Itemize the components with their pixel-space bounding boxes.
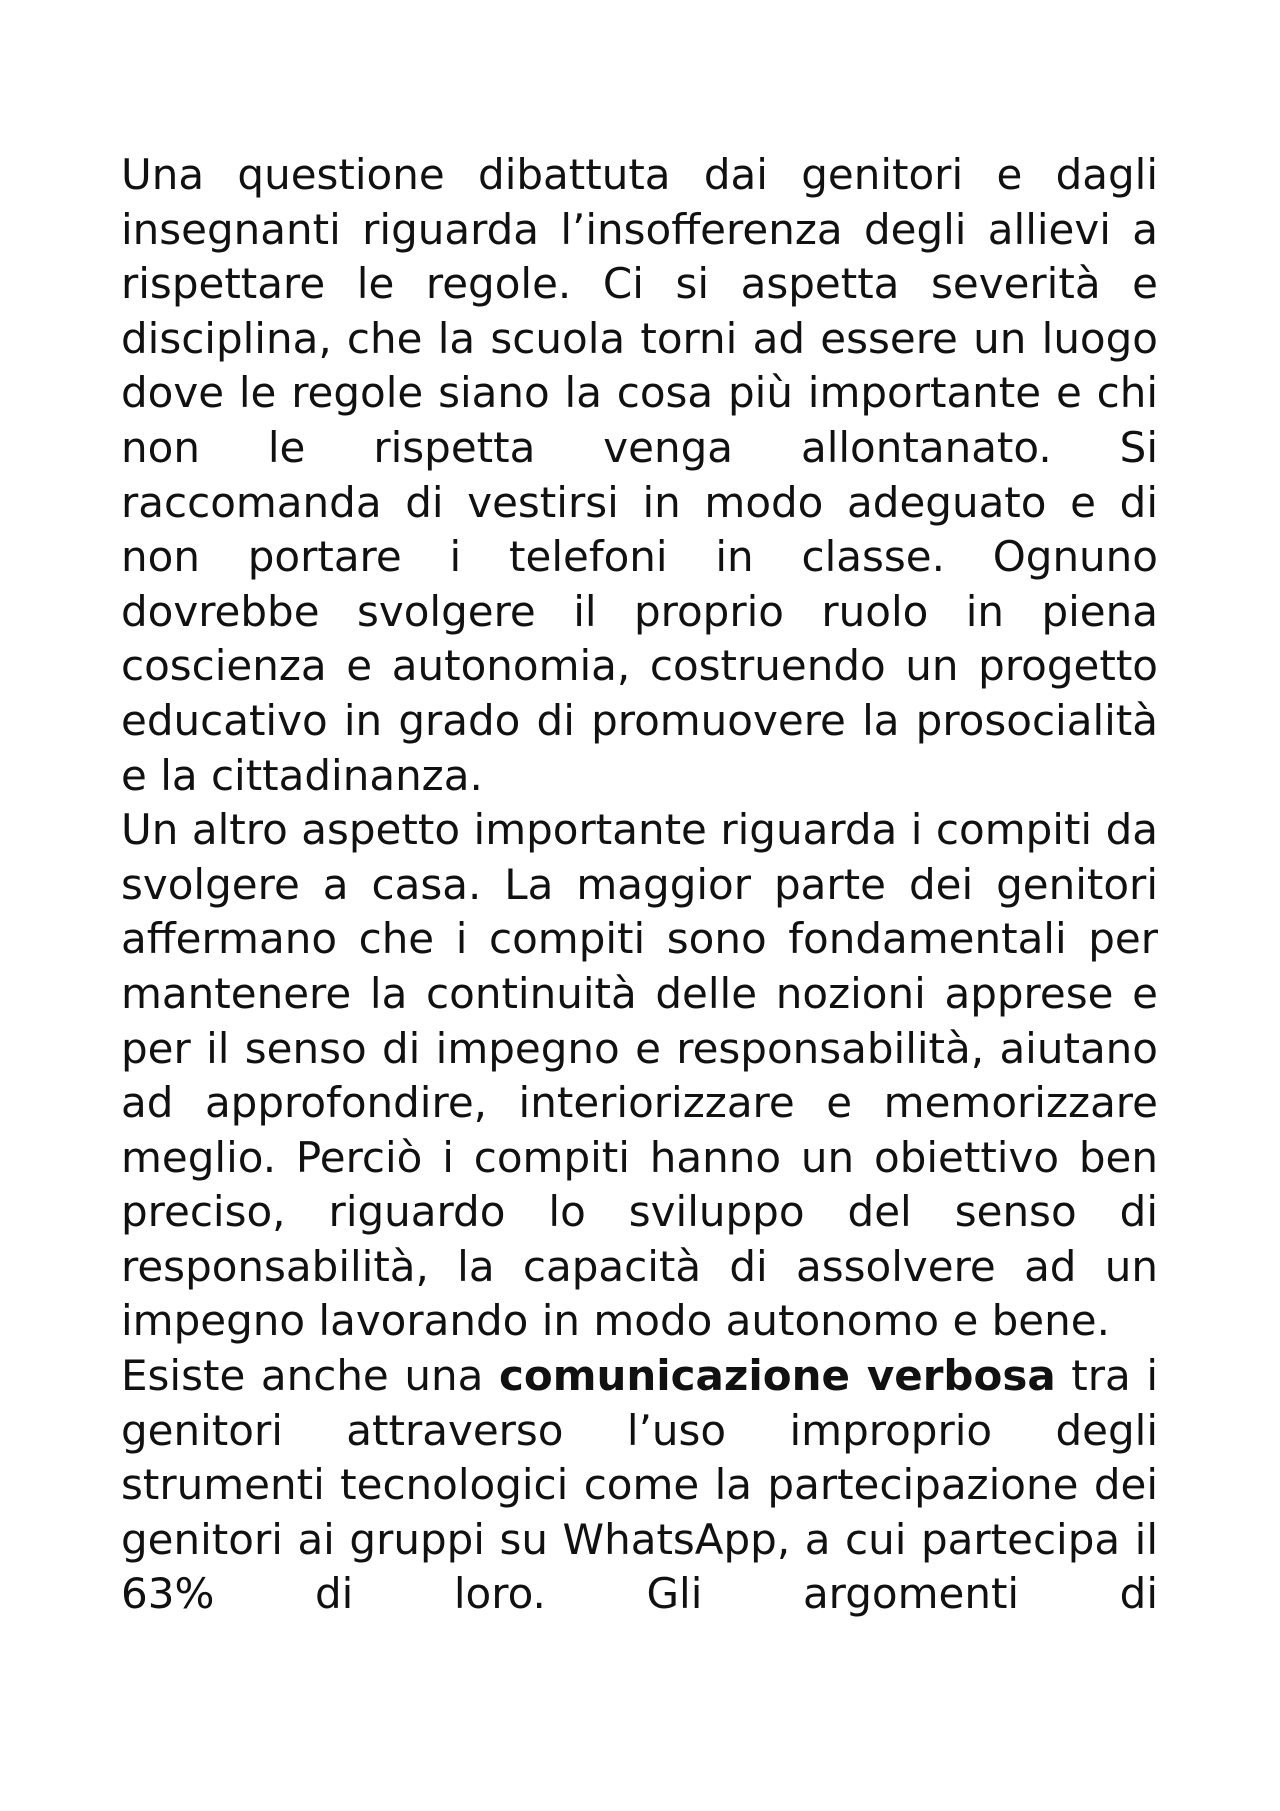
document-body	[121, 148, 1158, 1622]
bold-phrase: comunicazione verbosa	[498, 1351, 1056, 1401]
paragraph-communication	[121, 1349, 1158, 1622]
paragraph-communication-intro: Esiste anche una	[121, 1351, 499, 1401]
paragraph-communication-rest: tra i genitori attraverso l’uso improprio degli strumenti tecnologici come la partecipazione dei genitori ai gruppi su WhatsApp, a cui partecipa il 63% di loro. Gli argomenti di	[121, 1351, 1158, 1619]
paragraph-homework: Un altro aspetto importante riguarda i compiti da svolgere a casa. La maggior parte dei genitori affermano che i compiti sono fondamentali per mantenere la continuità delle nozioni apprese e per il senso di impegno e responsabilità, aiutano ad approfondire, interiorizzare e memorizzare meglio. Perciò i compiti hanno un obiettivo ben preciso, riguardo lo sviluppo del senso di responsabilità, la capacità di assolvere ad un impegno lavorando in modo autonomo e bene.	[121, 805, 1158, 1346]
paragraph-rules: Una questione dibattuta dai genitori e dagli insegnanti riguarda l’insofferenza degli allievi a rispettare le regole. Ci si aspetta severità e disciplina, che la scuola torni ad essere un luogo dove le regole siano la cosa più importante e chi non le rispetta venga allontanato. Si raccomanda di vestirsi in modo adeguato e di non portare i telefoni in classe. Ognuno dovrebbe svolgere il proprio ruolo in piena coscienza e autonomia, costruendo un progetto educativo in grado di promuovere la prosocialità e la cittadinanza.	[121, 150, 1158, 800]
